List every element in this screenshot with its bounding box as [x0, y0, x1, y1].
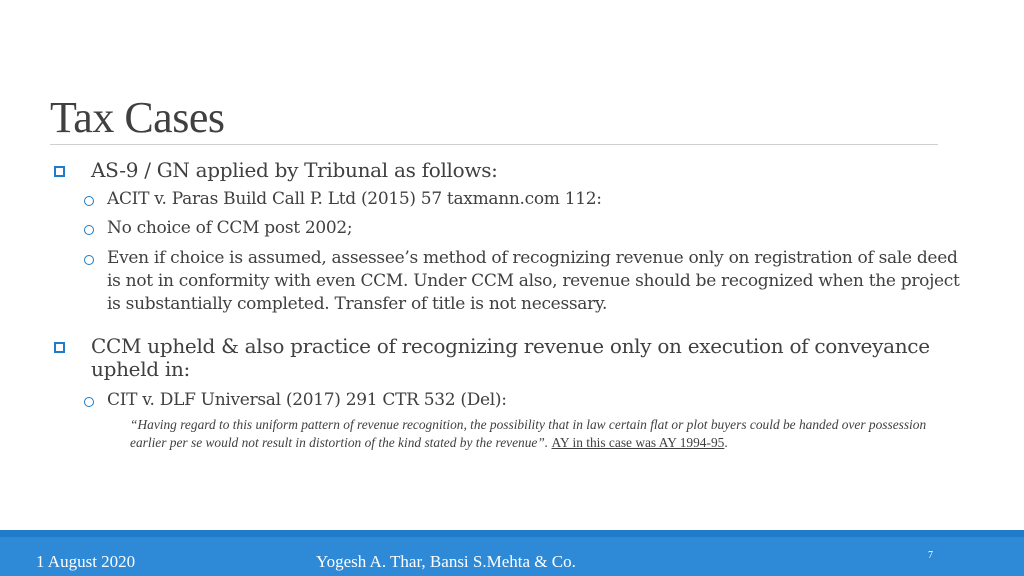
circle-bullet-icon	[84, 255, 94, 265]
bullet-1-sub-1: ACIT v. Paras Build Call P. Ltd (2015) 57 taxmann.com 112:	[107, 189, 602, 209]
square-bullet-icon	[54, 166, 65, 177]
circle-bullet-icon	[84, 397, 94, 407]
bullet-2-text: CCM upheld & also practice of recognizing revenue only on execution of conveyance upheld in:	[91, 334, 930, 381]
slide-title: Tax Cases	[50, 93, 225, 142]
circle-bullet-icon	[84, 225, 94, 235]
quote-end: .	[724, 435, 728, 450]
bullet-1-sub-2: No choice of CCM post 2002;	[107, 218, 353, 238]
quote-text: “Having regard to this uniform pattern of revenue recognition, the possibility that in law certain flat or plot buyers could be handed over possession earlier per se would not result in distortion of the kind stated by the revenue”.	[130, 417, 927, 450]
square-bullet-icon	[54, 342, 65, 353]
page-number: 7	[928, 550, 933, 561]
bullet-1-text: AS-9 / GN applied by Tribunal as follows:	[91, 158, 498, 182]
case-quote	[130, 416, 965, 452]
bullet-2-sub-1: CIT v. DLF Universal (2017) 291 CTR 532 (Del):	[107, 390, 507, 410]
title-divider	[50, 144, 938, 145]
footer-date: 1 August 2020	[36, 552, 136, 571]
quote-note: AY in this case was AY 1994-95	[551, 435, 725, 450]
footer-author: Yogesh A. Thar, Bansi S.Mehta & Co.	[316, 552, 576, 571]
bullet-1-sub-3: Even if choice is assumed, assessee’s method of recognizing revenue only on registration of sale deed is not in conformity with even CCM. Under CCM also, revenue should be recognized when the project is substantially completed. Transfer of title is not necessary.	[107, 248, 960, 314]
circle-bullet-icon	[84, 196, 94, 206]
